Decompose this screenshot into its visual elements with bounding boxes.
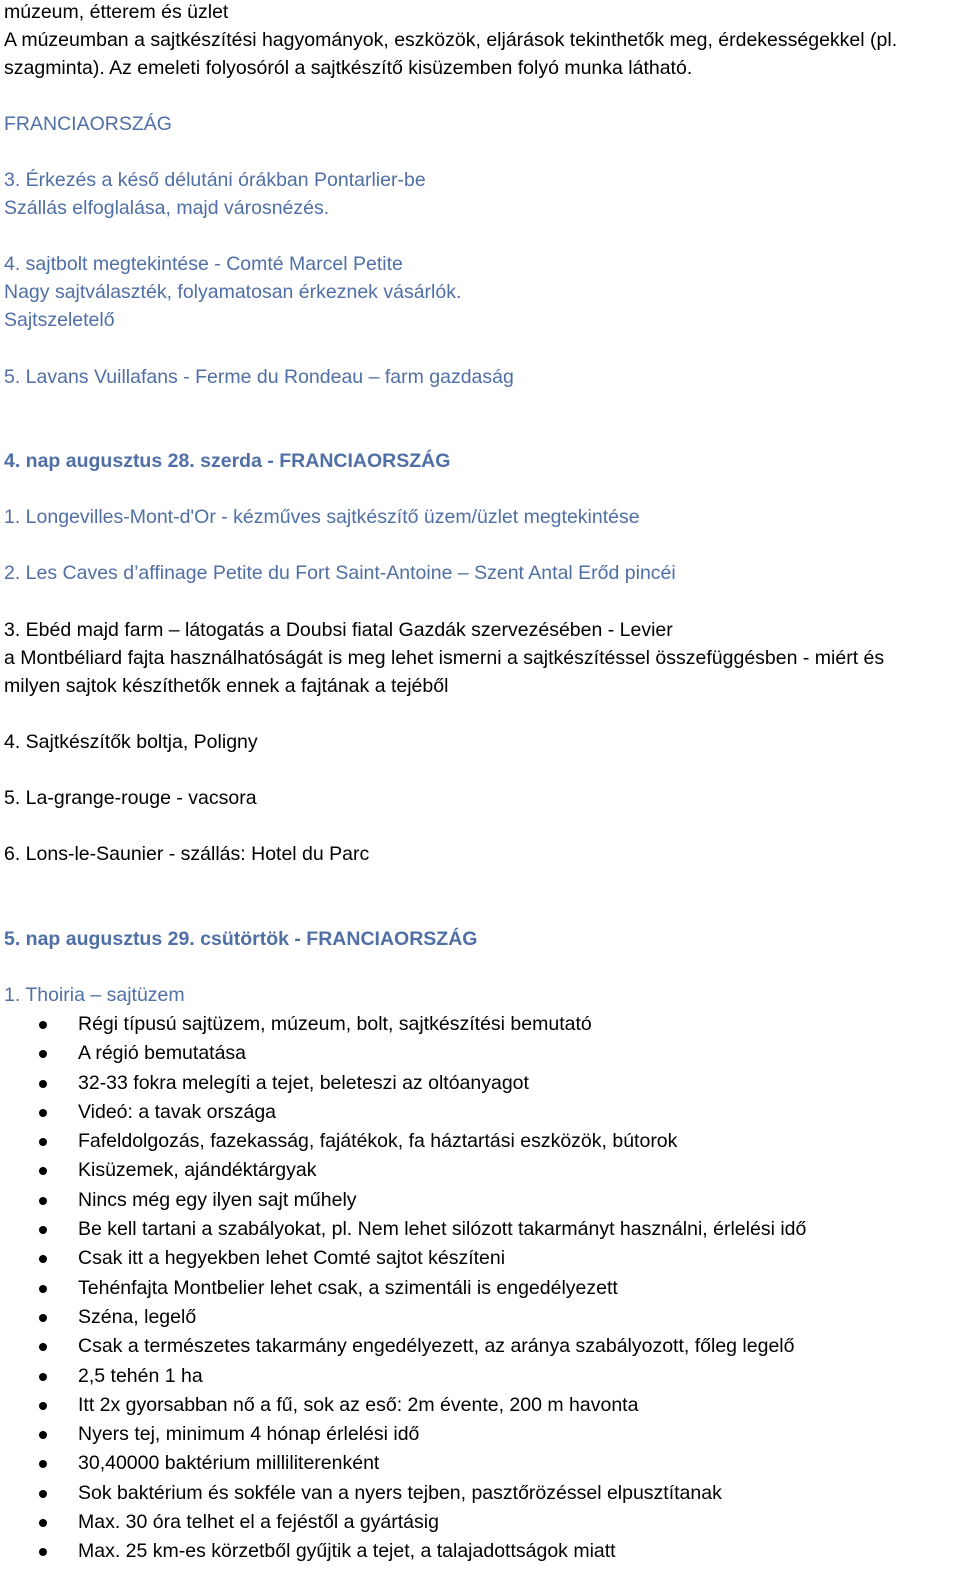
list-item: Csak a természetes takarmány engedélyezett, az aránya szabályozott, főleg legelő xyxy=(0,1332,806,1361)
section-heading-france: FRANCIAORSZÁG xyxy=(4,113,172,135)
bullet-icon xyxy=(39,1226,47,1234)
list-item: Nincs még egy ilyen sajt műhely xyxy=(0,1186,806,1215)
day4-item-3-line-1: 3. Ebéd majd farm – látogatás a Doubsi fiatal Gazdák szervezésében - Levier xyxy=(4,619,673,641)
bullet-icon xyxy=(39,1109,47,1117)
day4-heading: 4. nap augusztus 28. szerda - FRANCIAORSZÁG xyxy=(4,450,451,472)
fr-item-5: 5. Lavans Vuillafans - Ferme du Rondeau – farm gazdaság xyxy=(4,366,514,388)
list-item: Be kell tartani a szabályokat, pl. Nem lehet silózott takarmányt használni, érlelési idő xyxy=(0,1215,806,1244)
day4-item-4: 4. Sajtkészítők boltja, Poligny xyxy=(4,731,258,753)
intro-line-1: múzeum, étterem és üzlet xyxy=(4,1,229,23)
bullet-icon xyxy=(39,1138,47,1146)
fr-item-3-line-2: Szállás elfoglalása, majd városnézés. xyxy=(4,197,330,219)
list-item: Max. 30 óra telhet el a fejéstől a gyártásig xyxy=(0,1508,806,1537)
bullet-icon xyxy=(39,1285,47,1293)
fr-item-4-line-3: Sajtszeletelő xyxy=(4,309,115,331)
list-item: Széna, legelő xyxy=(0,1303,806,1332)
bullet-icon xyxy=(39,1255,47,1263)
bullet-icon xyxy=(39,1080,47,1088)
bullet-icon xyxy=(39,1197,47,1205)
list-item: Fafeldolgozás, fazekasság, fajátékok, fa háztartási eszközök, bútorok xyxy=(0,1127,806,1156)
list-item: Csak itt a hegyekben lehet Comté sajtot készíteni xyxy=(0,1244,806,1273)
day5-heading: 5. nap augusztus 29. csütörtök - FRANCIAORSZÁG xyxy=(4,928,478,950)
bullet-icon xyxy=(39,1373,47,1381)
list-item: Nyers tej, minimum 4 hónap érlelési idő xyxy=(0,1420,806,1449)
list-item: 30,40000 baktérium milliliterenként xyxy=(0,1449,806,1478)
day4-item-3-line-3: milyen sajtok készíthetők ennek a fajtának a tejéből xyxy=(4,675,449,697)
bullet-icon xyxy=(39,1343,47,1351)
list-item: Tehénfajta Montbelier lehet csak, a szimentáli is engedélyezett xyxy=(0,1274,806,1303)
intro-line-2: A múzeumban a sajtkészítési hagyományok, eszközök, eljárások tekinthetők meg, érdekességekkel (pl. xyxy=(4,29,898,51)
bullet-icon xyxy=(39,1314,47,1322)
list-item: Videó: a tavak országa xyxy=(0,1098,806,1127)
day4-item-6: 6. Lons-le-Saunier - szállás: Hotel du Parc xyxy=(4,843,370,865)
list-item: Kisüzemek, ajándéktárgyak xyxy=(0,1156,806,1185)
list-item: 2,5 tehén 1 ha xyxy=(0,1362,806,1391)
list-item: Max. 25 km-es körzetből gyűjtik a tejet, a talajadottságok miatt xyxy=(0,1537,806,1566)
list-item: 32-33 fokra melegíti a tejet, beleteszi az oltóanyagot xyxy=(0,1069,806,1098)
bullet-icon xyxy=(39,1167,47,1175)
bullet-icon xyxy=(39,1050,47,1058)
list-item: Sok baktérium és sokféle van a nyers tejben, pasztőrözéssel elpusztítanak xyxy=(0,1479,806,1508)
day4-item-5: 5. La-grange-rouge - vacsora xyxy=(4,787,257,809)
list-item: Itt 2x gyorsabban nő a fű, sok az eső: 2m évente, 200 m havonta xyxy=(0,1391,806,1420)
list-item: Régi típusú sajtüzem, múzeum, bolt, sajtkészítési bemutató xyxy=(0,1010,806,1039)
day4-item-1: 1. Longevilles-Mont-d'Or - kézműves sajtkészítő üzem/üzlet megtekintése xyxy=(4,506,640,528)
fr-item-4-line-1: 4. sajtbolt megtekintése - Comté Marcel Petite xyxy=(4,253,403,275)
bullet-icon xyxy=(39,1519,47,1527)
bullet-icon xyxy=(39,1490,47,1498)
bullet-icon xyxy=(39,1460,47,1468)
day4-item-3-line-2: a Montbéliard fajta használhatóságát is meg lehet ismerni a sajtkészítéssel összefüggésben - miért és xyxy=(4,647,885,669)
list-item: A régió bemutatása xyxy=(0,1039,806,1068)
fr-item-4-line-2: Nagy sajtválaszték, folyamatosan érkeznek vásárlók. xyxy=(4,281,462,303)
bullet-icon xyxy=(39,1402,47,1410)
day5-bullet-list xyxy=(0,1010,806,1567)
intro-line-3: szagminta). Az emeleti folyosóról a sajtkészítő kisüzemben folyó munka látható. xyxy=(4,57,693,79)
bullet-icon xyxy=(39,1431,47,1439)
day5-item-1: 1. Thoiria – sajtüzem xyxy=(4,984,185,1006)
bullet-icon xyxy=(39,1021,47,1029)
bullet-icon xyxy=(39,1548,47,1556)
day4-item-2: 2. Les Caves d’affinage Petite du Fort Saint-Antoine – Szent Antal Erőd pincéi xyxy=(4,562,676,584)
fr-item-3-line-1: 3. Érkezés a késő délutáni órákban Pontarlier-be xyxy=(4,169,426,191)
